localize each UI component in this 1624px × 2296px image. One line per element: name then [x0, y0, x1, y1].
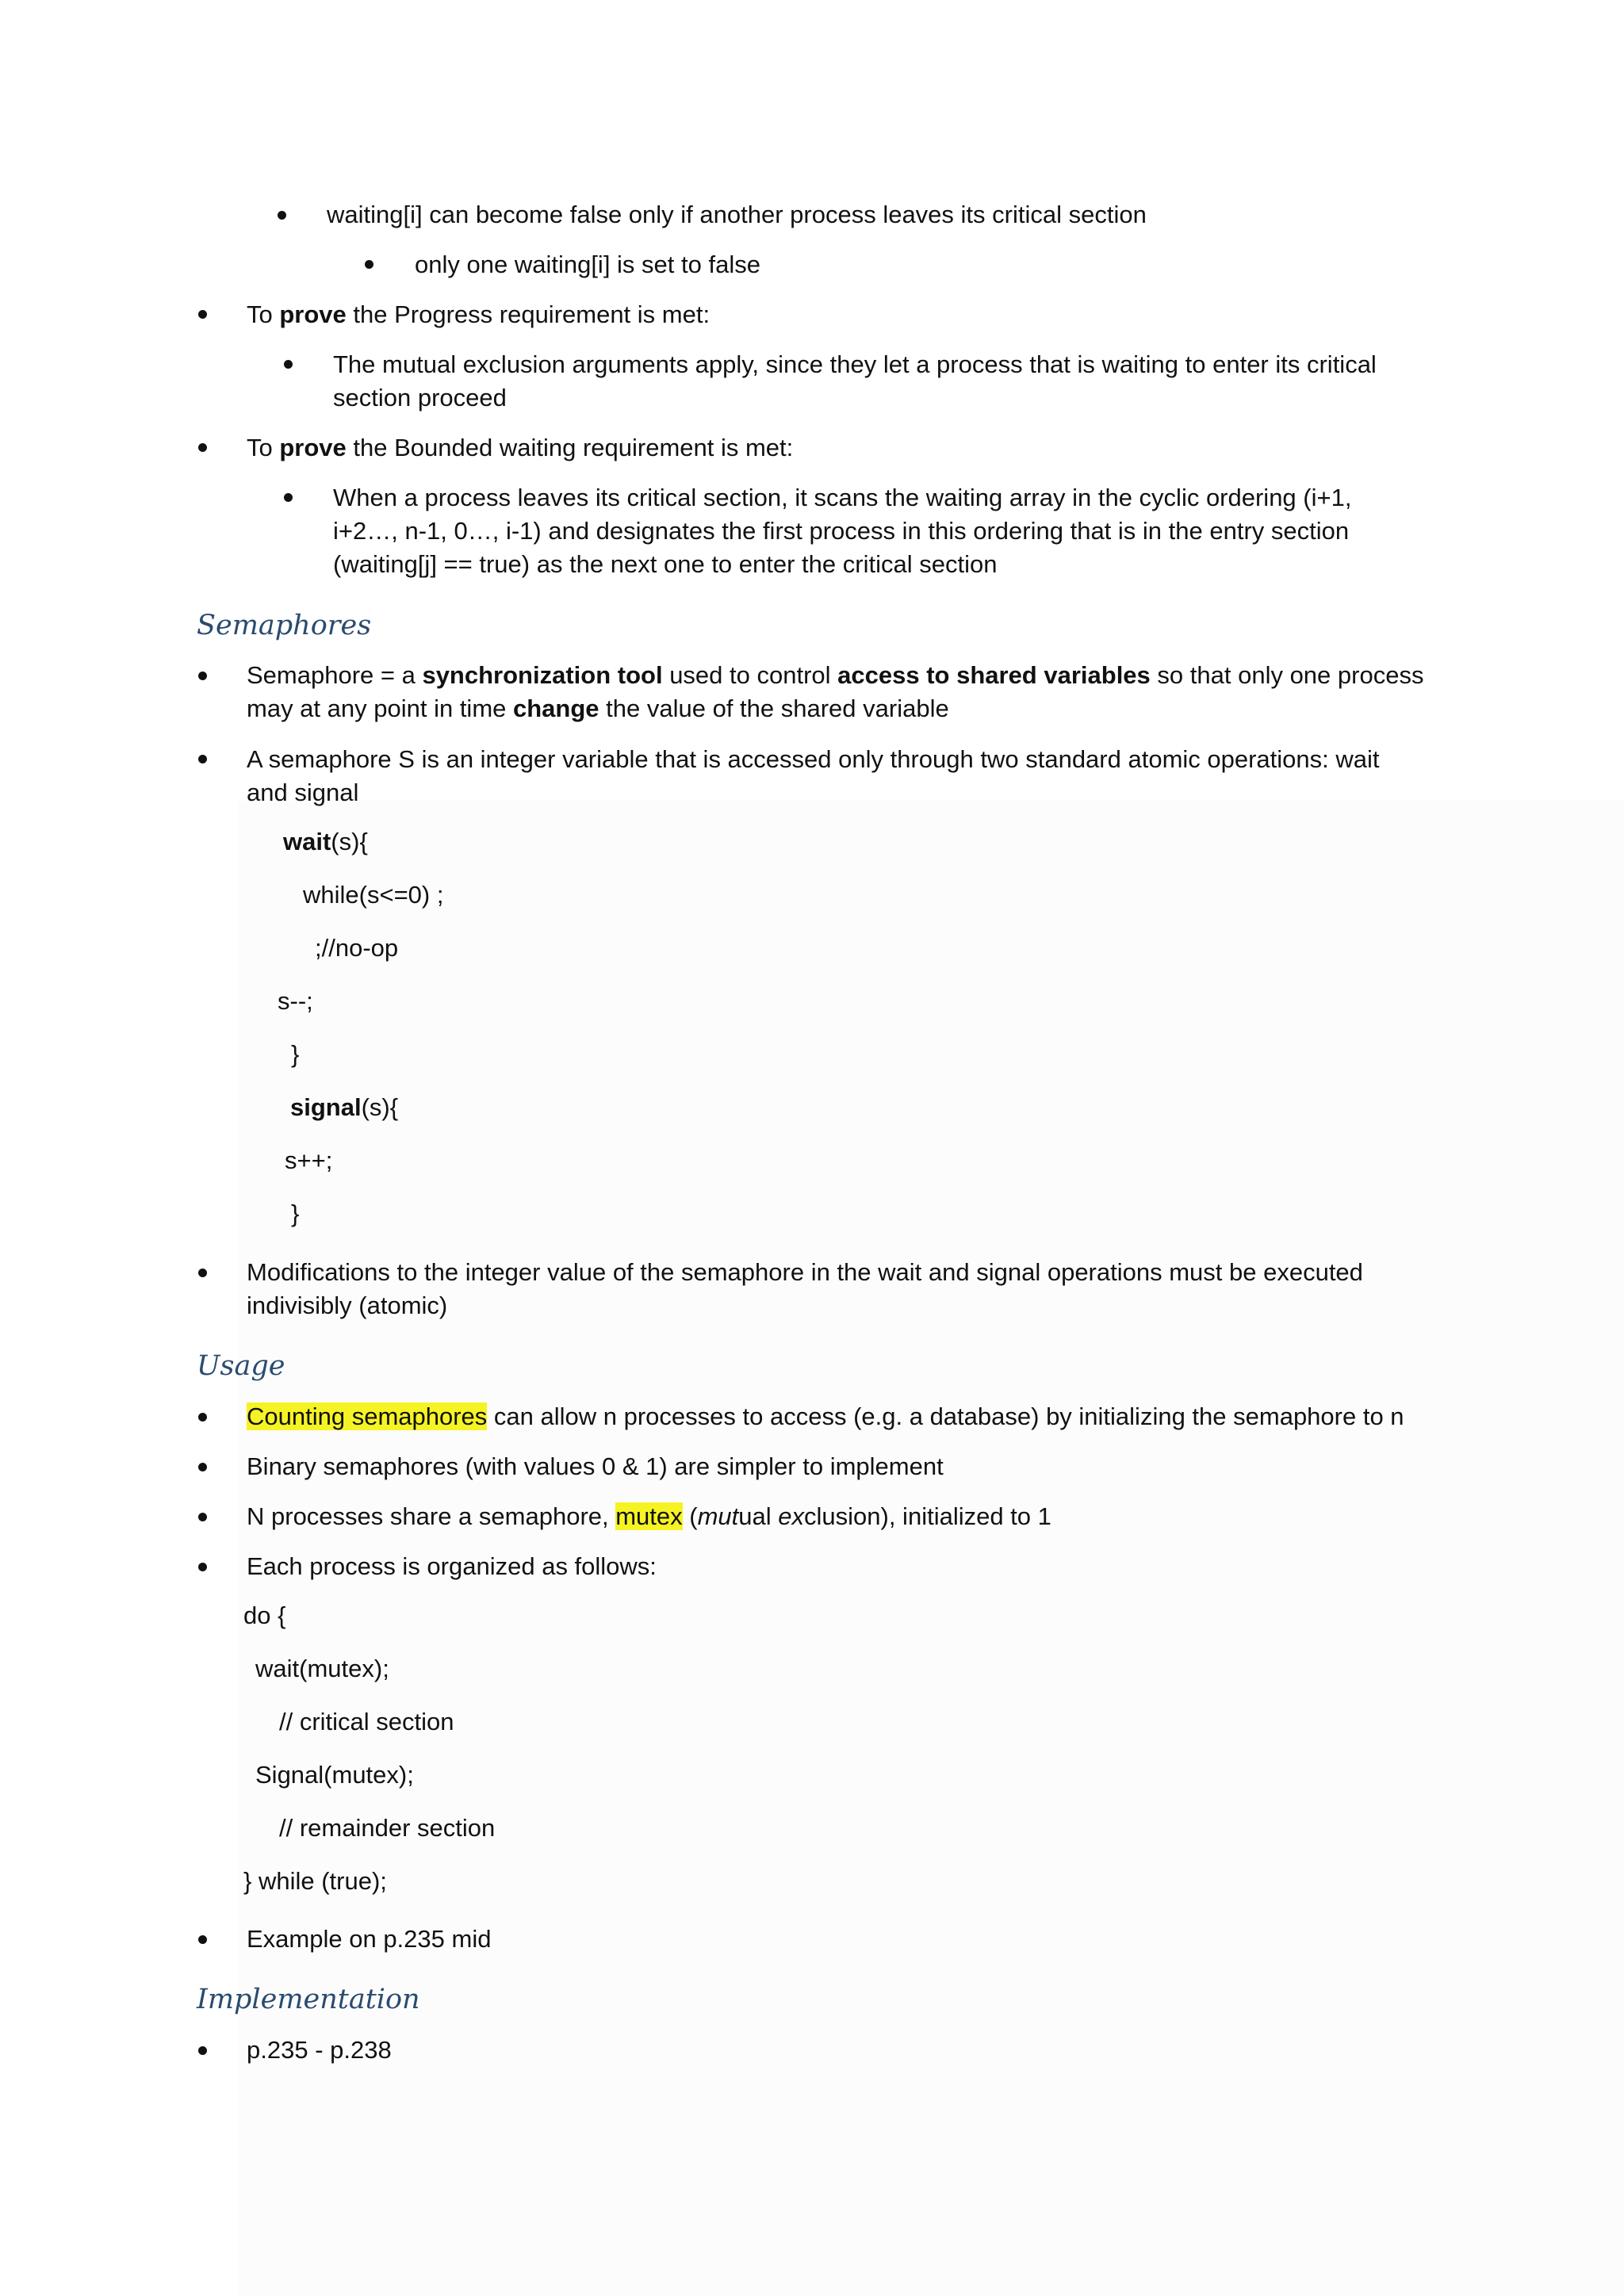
code-line: // remainder section: [279, 1814, 496, 1842]
code-line: while(s<=0) ;: [303, 881, 444, 909]
bullet: [198, 443, 207, 452]
bullet: [198, 1269, 207, 1277]
bullet: [278, 211, 286, 220]
text-line: Semaphore = a synchronization tool used to control access to shared variables so that only one process: [247, 661, 1424, 689]
bullet: [198, 1935, 207, 1944]
code-line: } while (true);: [243, 1867, 387, 1895]
text-line: The mutual exclusion arguments apply, since they let a process that is waiting to enter its critical: [333, 350, 1377, 378]
code-line: Signal(mutex);: [255, 1761, 414, 1789]
text-line: Each process is organized as follows:: [247, 1552, 657, 1580]
text-line: Example on p.235 mid: [247, 1925, 492, 1953]
code-line: do {: [243, 1601, 286, 1629]
text-line: Binary semaphores (with values 0 & 1) are simpler to implement: [247, 1452, 944, 1480]
bullet: [198, 1413, 207, 1422]
code-line: }: [291, 1040, 300, 1068]
text-line: A semaphore S is an integer variable that is accessed only through two standard atomic operations: wait: [247, 745, 1380, 773]
section-heading-usage: Usage: [197, 1350, 285, 1382]
bullet: [198, 1563, 207, 1571]
code-line: wait(s){: [283, 828, 368, 855]
page-shading: [238, 801, 1624, 2296]
text-line: N processes share a semaphore, mutex (mutual exclusion), initialized to 1: [247, 1502, 1051, 1530]
text-line: To prove the Progress requirement is met:: [247, 300, 710, 328]
text-line: Counting semaphores can allow n processes to access (e.g. a database) by initializing the semaphore to n: [247, 1402, 1404, 1430]
bullet: [284, 360, 293, 369]
text-line: When a process leaves its critical section, it scans the waiting array in the cyclic ordering (i+1,: [333, 484, 1352, 511]
bullet: [198, 1513, 207, 1521]
highlighted-text: mutex: [615, 1502, 683, 1530]
text-line: waiting[i] can become false only if another process leaves its critical section: [327, 201, 1147, 228]
text-line: i+2…, n-1, 0…, i-1) and designates the first process in this ordering that is in the entry section: [333, 517, 1350, 545]
bullet: [198, 2046, 207, 2055]
text-line: To prove the Bounded waiting requirement is met:: [247, 434, 794, 461]
code-line: ;//no-op: [315, 934, 399, 962]
bullet: [198, 1463, 207, 1471]
text-line: and signal: [247, 779, 359, 806]
highlighted-text: Counting semaphores: [247, 1402, 488, 1430]
code-line: wait(mutex);: [255, 1655, 389, 1682]
bullet: [198, 672, 207, 680]
code-line: // critical section: [279, 1708, 454, 1735]
text-line: (waiting[j] == true) as the next one to enter the critical section: [333, 550, 998, 578]
code-line: signal(s){: [290, 1093, 399, 1121]
code-line: }: [291, 1200, 300, 1227]
code-line: s--;: [278, 987, 313, 1015]
code-line: s++;: [285, 1146, 333, 1174]
bullet: [198, 755, 207, 763]
bullet: [284, 493, 293, 502]
bullet: [365, 260, 373, 269]
text-line: section proceed: [333, 384, 507, 411]
text-line: may at any point in time change the value of the shared variable: [247, 695, 949, 722]
text-line: Modifications to the integer value of the semaphore in the wait and signal operations must be executed: [247, 1258, 1363, 1286]
section-heading-semaphores: Semaphores: [197, 610, 372, 641]
section-heading-implementation: Implementation: [197, 1984, 420, 2015]
text-line: p.235 - p.238: [247, 2036, 392, 2064]
text-line: only one waiting[i] is set to false: [415, 251, 760, 278]
text-line: indivisibly (atomic): [247, 1292, 448, 1319]
bullet: [198, 310, 207, 319]
